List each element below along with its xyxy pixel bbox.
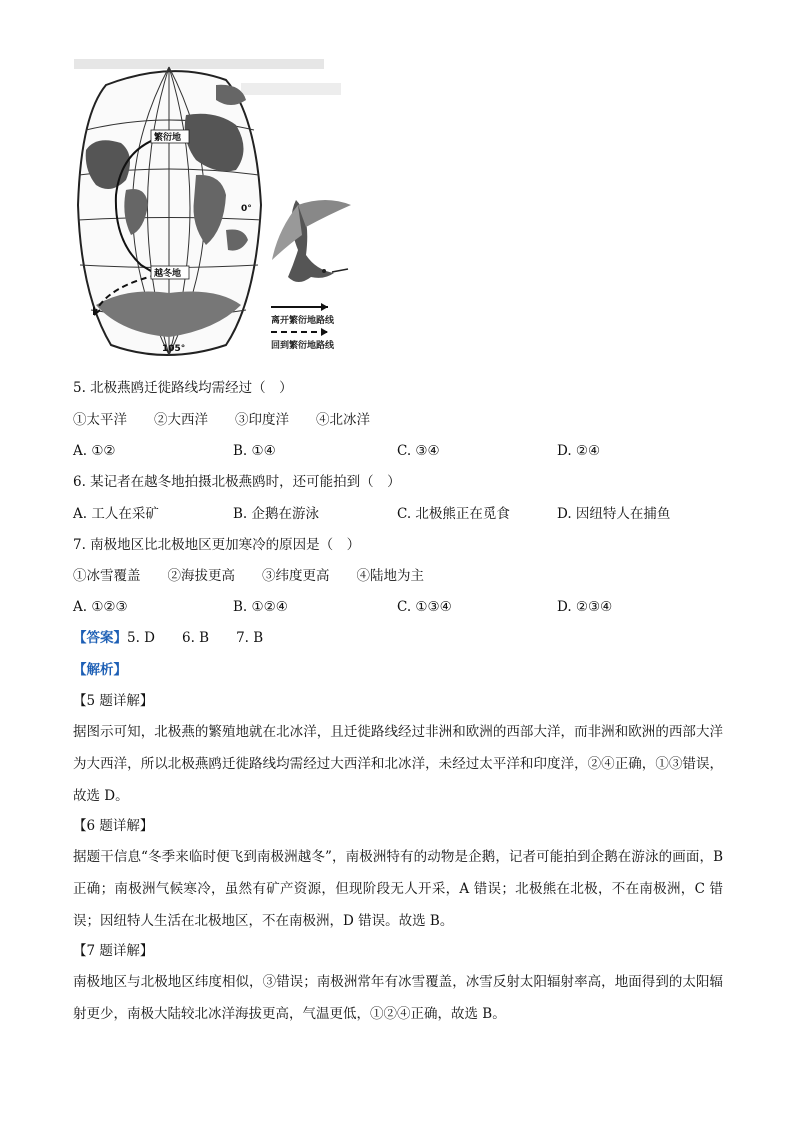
q7-stem: 7. 南极地区比北极地区更加寒冷的原因是（ ）: [73, 537, 361, 553]
q6-option-a: A. 工人在采矿: [73, 506, 159, 522]
q7-option-d: D. ②③④: [557, 599, 613, 615]
detail6-title: 【6 题详解】: [73, 818, 154, 834]
answer-line: [73, 629, 263, 647]
detail5-title: 【5 题详解】: [73, 693, 154, 709]
map-legend: [271, 303, 335, 351]
analysis-label: 【解析】: [73, 662, 127, 678]
detail7-title: 【7 题详解】: [73, 943, 154, 959]
detail6-text: 据题干信息“冬季来临时便飞到南极洲越冬”，南极洲特有的动物是企鹅，记者可能拍到企鹅在游泳的画面，B 正确；南极洲气候寒冷，虽然有矿产资源，但现阶段无人开采，A 错误；北极熊在北极，不在南极洲，C 错误；因纽特人生活在北极地区，不在南极洲，D 错误。故选 B。: [73, 849, 723, 929]
q6-option-b: B. 企鹅在游泳: [233, 506, 320, 522]
q7-option-b: B. ①②④: [233, 599, 288, 615]
answer-label: 【答案】: [73, 630, 127, 646]
detail7-text: 南极地区与北极地区纬度相似，③错误；南极洲常年有冰雪覆盖，冰雪反射太阳辐射率高，地面得到的太阳辐射更少，南极大陆较北冰洋海拔更高，气温更低，①②④正确，故选 B。: [73, 974, 723, 1022]
legend-solid-arrow-icon: [321, 303, 328, 311]
legend-dashed-arrow-icon: [321, 328, 328, 336]
migration-map-figure: [66, 55, 366, 360]
faded-header-strip-2: [241, 83, 341, 95]
q7-items: ①冰雪覆盖 ②海拔更高 ③纬度更高 ④陆地为主: [73, 568, 424, 584]
legend-leave-label: 离开繁衍地路线: [271, 316, 335, 326]
q5-option-a: A. ①②: [73, 443, 116, 459]
globe-map: [78, 67, 261, 355]
arctic-tern-bird-image: [272, 200, 351, 282]
q5-option-b: B. ①④: [233, 443, 276, 459]
meridian-0-label: 0°: [241, 204, 252, 214]
q6-stem: 6. 某记者在越冬地拍摄北极燕鸥时，还可能拍到（ ）: [73, 474, 401, 490]
q7-option-c: C. ①③④: [397, 599, 452, 615]
q7-option-a: A. ①②③: [73, 599, 128, 615]
q5-stem: 5. 北极燕鸥迁徙路线均需经过（ ）: [73, 380, 293, 396]
breeding-ground-label: 繁衍地: [154, 133, 182, 143]
detail5-text: 据图示可知，北极燕的繁殖地就在北冰洋，且迁徙路线经过非洲和欧洲的西部大洋，而非洲和欧洲的西部大洋为大西洋，所以北极燕鸥迁徙路线均需经过大西洋和北冰洋，未经过太平洋和印度洋，②④正确，①③错误，故选 D。: [73, 724, 723, 804]
q6-option-c: C. 北极熊正在觅食: [397, 506, 510, 522]
q5-option-c: C. ③④: [397, 443, 440, 459]
meridian-105-label: 105°: [162, 344, 186, 354]
q6-option-d: D. 因纽特人在捕鱼: [557, 506, 671, 522]
q5-items: ①太平洋 ②大西洋 ③印度洋 ④北冰洋: [73, 412, 370, 428]
answer-text: 5. D 6. B 7. B: [127, 630, 264, 646]
wintering-ground-label: 越冬地: [154, 269, 182, 279]
legend-return-label: 回到繁衍地路线: [271, 341, 335, 351]
map-illustration: [66, 55, 366, 360]
q5-option-d: D. ②④: [557, 443, 601, 459]
faded-header-strip: [74, 59, 324, 69]
